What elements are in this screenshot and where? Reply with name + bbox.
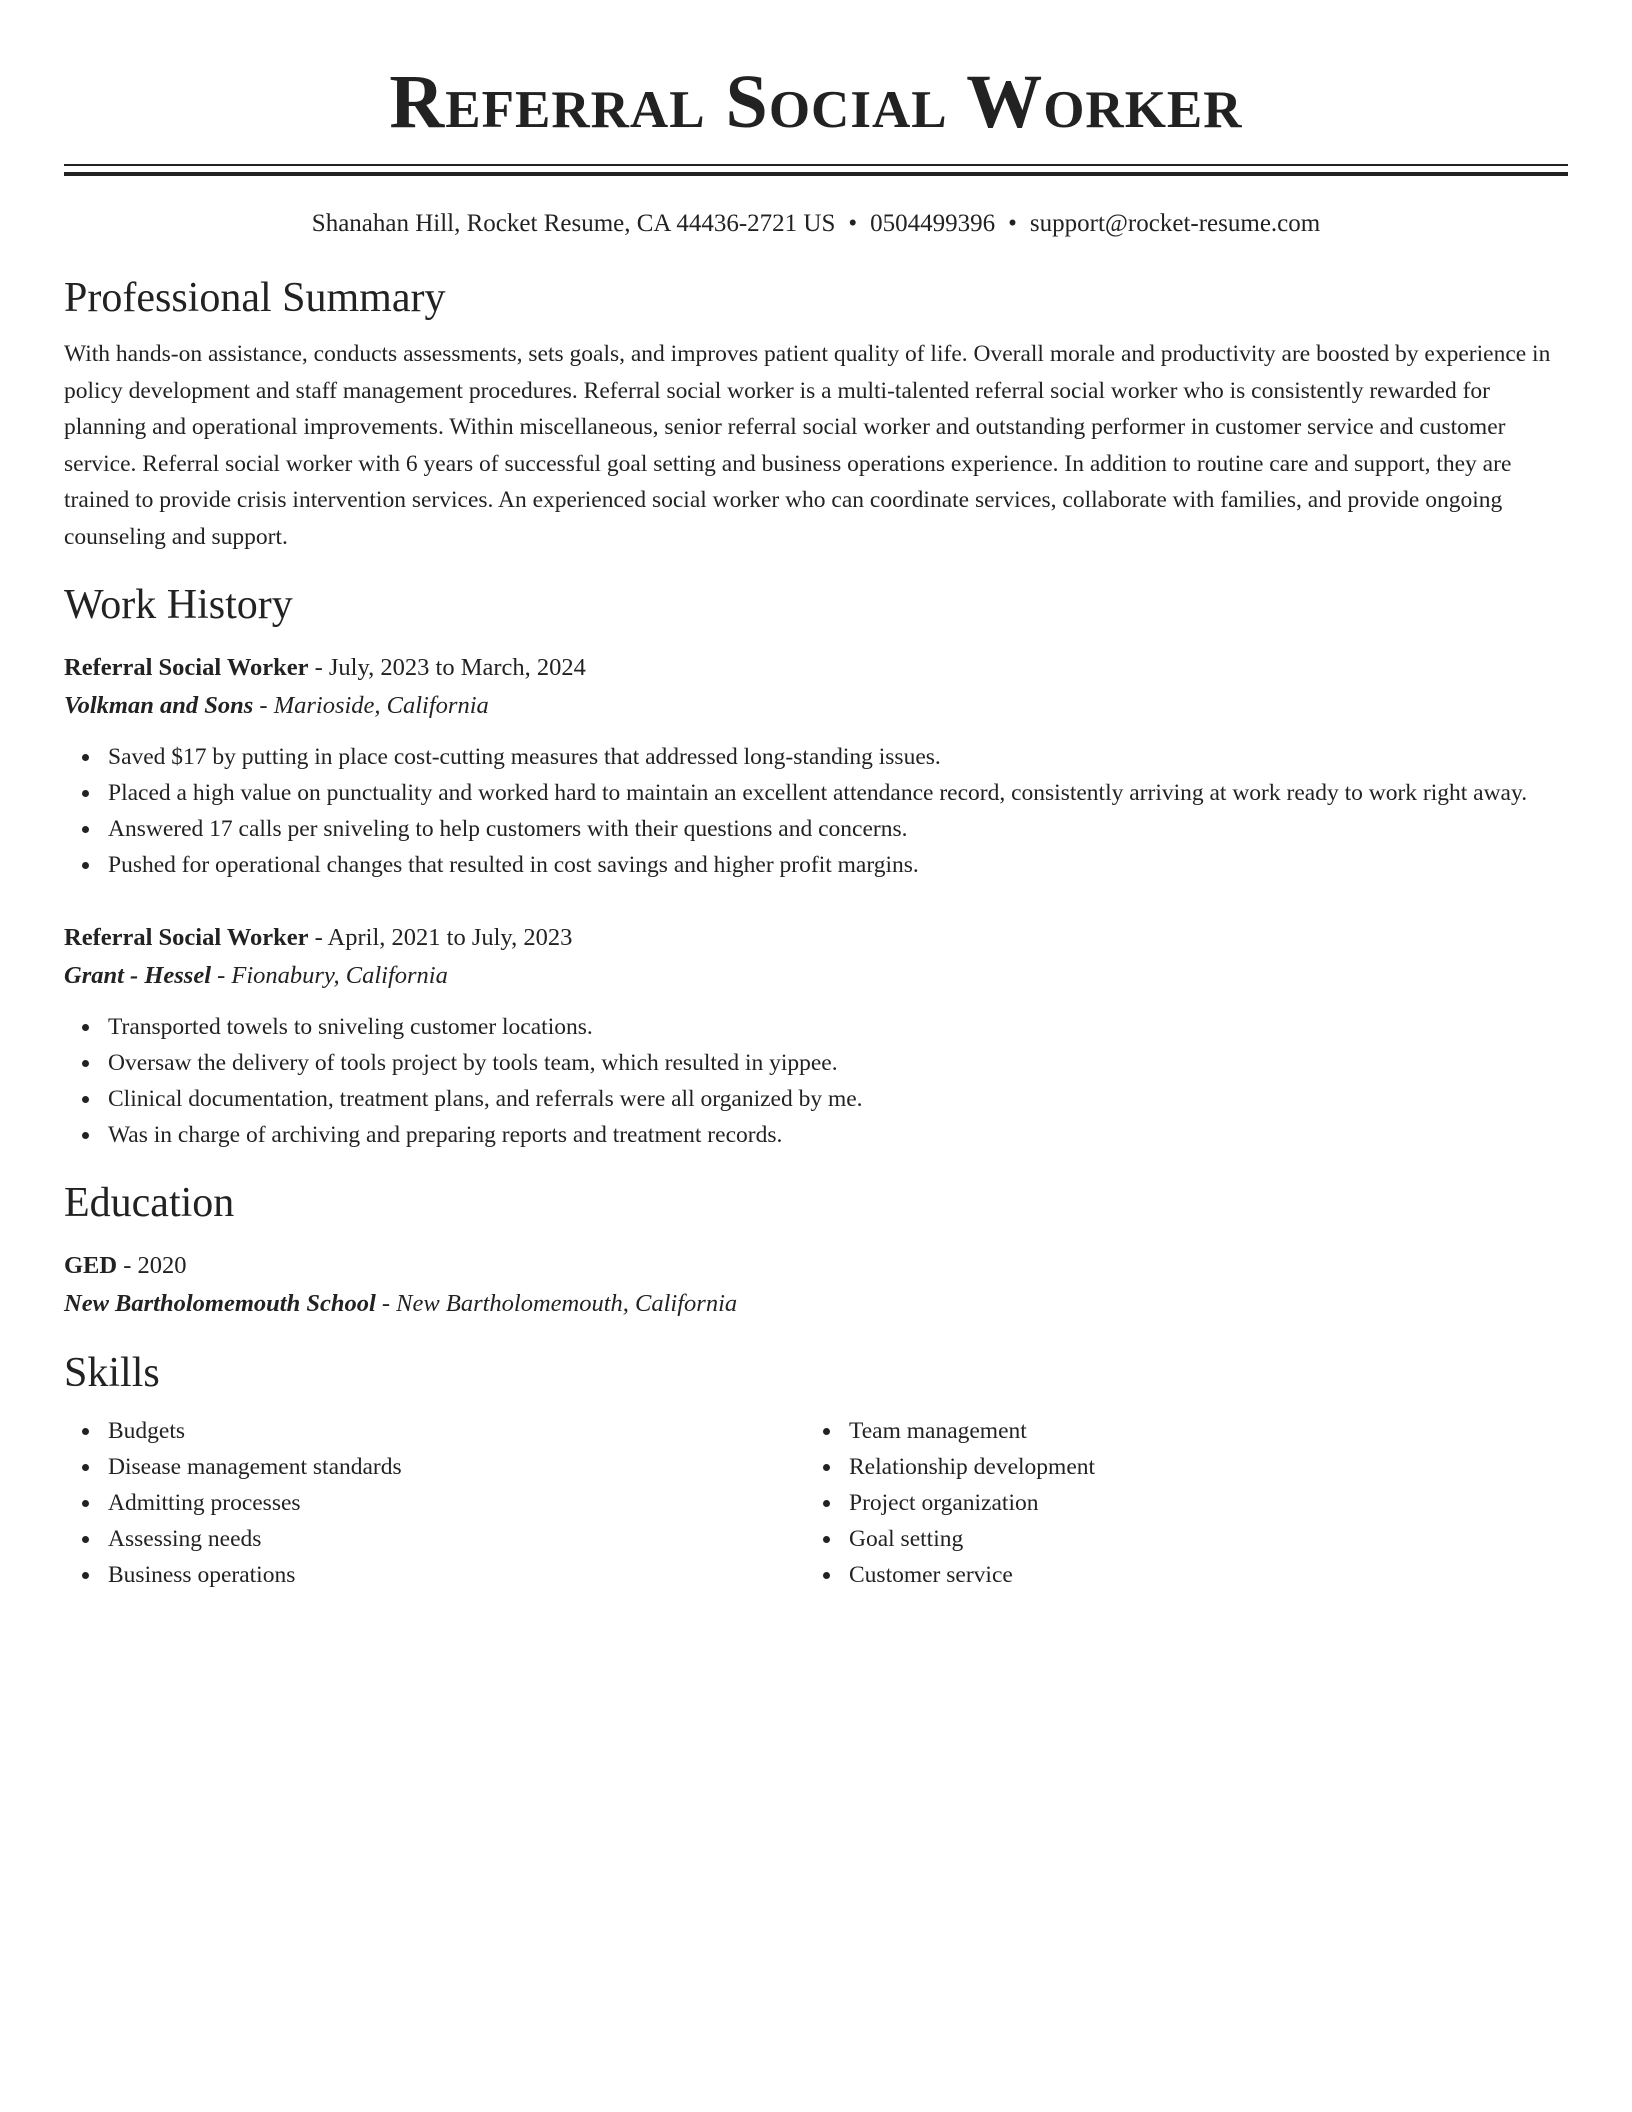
skills-column-left: [64, 1413, 805, 1593]
bullet-icon: [82, 826, 89, 833]
bullet-icon: [82, 1536, 89, 1543]
bullet-text: Was in charge of archiving and preparing reports and treatment records.: [108, 1122, 783, 1148]
skill-text: Relationship development: [849, 1454, 1096, 1480]
bullet-icon: [823, 1428, 830, 1435]
list-item: [108, 1485, 805, 1521]
list-item: [849, 1485, 1546, 1521]
bullet-icon: [82, 1096, 89, 1103]
contact-address: Shanahan Hill, Rocket Resume, CA 44436-2721 US: [311, 210, 836, 237]
header-divider: [64, 164, 1568, 176]
skill-text: Customer service: [849, 1562, 1013, 1588]
contact-line: [64, 208, 1568, 240]
contact-phone: 0504499396: [870, 210, 996, 237]
education-degree-line: [64, 1247, 1568, 1285]
skill-text: Disease management standards: [108, 1454, 402, 1480]
skills-grid: [64, 1413, 1568, 1593]
list-item: [849, 1413, 1546, 1449]
job-location: - Fionabury, California: [211, 962, 448, 989]
education-school-line: [64, 1285, 1568, 1323]
job-dates: - July, 2023 to March, 2024: [308, 654, 586, 681]
bullet-icon: [823, 1464, 830, 1471]
bullet-icon: [82, 1060, 89, 1067]
job-dates: - April, 2021 to July, 2023: [308, 924, 573, 951]
skill-text: Team management: [849, 1418, 1027, 1444]
skills-column-right: [805, 1413, 1546, 1593]
list-item: [108, 1117, 1568, 1153]
bullet-icon: [82, 1464, 89, 1471]
list-item: [108, 1521, 805, 1557]
summary-text: With hands-on assistance, conducts assessments, sets goals, and improves patient quality of life. Overall morale and productivity are boosted by experience in policy development and staff management procedures. Referral social worker is a multi-talented referral social worker who is consistently rewarded for planning and operational improvements. Within miscellaneous, senior referral social worker and outstanding performer in customer service and customer service. Referral social worker with 6 years of successful goal setting and business operations experience. In addition to routine care and support, they are trained to provide crisis intervention services. An experienced social worker who can coordinate services, collaborate with families, and provide ongoing counseling and support.: [64, 341, 1551, 550]
list-item: [108, 847, 1568, 883]
bullet-icon: [82, 1572, 89, 1579]
education-heading: Education: [64, 1180, 235, 1226]
skill-text: Admitting processes: [108, 1490, 301, 1516]
resume-name: Referral Social Worker: [389, 60, 1243, 144]
job-company: Grant - Hessel: [64, 962, 211, 989]
bullet-icon: [823, 1536, 830, 1543]
job-company-line: [64, 687, 1568, 725]
bullet-icon: [82, 1024, 89, 1031]
job-title-line: [64, 919, 1568, 957]
skill-text: Budgets: [108, 1418, 186, 1444]
bullet-text: Placed a high value on punctuality and worked hard to maintain an excellent attendance record, consistently arriving at work ready to work right away.: [108, 780, 1528, 806]
skill-text: Goal setting: [849, 1526, 964, 1552]
job-entry: [64, 649, 1568, 883]
bullet-icon: [82, 790, 89, 797]
job-bullets: [64, 739, 1568, 883]
bullet-icon: [82, 754, 89, 761]
bullet-text: Answered 17 calls per sniveling to help customers with their questions and concerns.: [108, 816, 908, 842]
bullet-icon: [823, 1572, 830, 1579]
job-entry: [64, 919, 1568, 1153]
job-role: Referral Social Worker: [64, 924, 309, 951]
bullet-text: Saved $17 by putting in place cost-cutting measures that addressed long-standing issues.: [108, 744, 941, 770]
list-item: [108, 1081, 1568, 1117]
skill-text: Business operations: [108, 1562, 296, 1588]
list-item: [108, 1413, 805, 1449]
job-location: - Marioside, California: [253, 692, 489, 719]
list-item: [108, 775, 1568, 811]
list-item: [108, 1009, 1568, 1045]
bullet-text: Transported towels to sniveling customer locations.: [108, 1014, 593, 1040]
bullet-text: Clinical documentation, treatment plans, and referrals were all organized by me.: [108, 1086, 863, 1112]
contact-email: support@rocket-resume.com: [1029, 210, 1321, 237]
skill-text: Project organization: [849, 1490, 1039, 1516]
summary-heading: Professional Summary: [64, 275, 446, 321]
list-item: [108, 1449, 805, 1485]
job-role: Referral Social Worker: [64, 654, 309, 681]
bullet-icon: [82, 1428, 89, 1435]
bullet-icon: [82, 1132, 89, 1139]
bullet-icon: [82, 1500, 89, 1507]
list-item: [108, 811, 1568, 847]
bullet-icon: [823, 1500, 830, 1507]
skills-heading: Skills: [64, 1350, 160, 1396]
list-item: [849, 1557, 1546, 1593]
list-item: [849, 1449, 1546, 1485]
education-degree: GED: [64, 1252, 118, 1279]
list-item: [108, 739, 1568, 775]
education-year: - 2020: [117, 1252, 187, 1279]
job-title-line: [64, 649, 1568, 687]
contact-separator: •: [848, 210, 858, 237]
education-location: - New Bartholomemouth, California: [375, 1290, 738, 1317]
education-school: New Bartholomemouth School: [64, 1290, 376, 1317]
list-item: [108, 1557, 805, 1593]
job-company-line: [64, 957, 1568, 995]
list-item: [108, 1045, 1568, 1081]
bullet-text: Pushed for operational changes that resulted in cost savings and higher profit margins.: [108, 852, 919, 878]
job-company: Volkman and Sons: [64, 692, 254, 719]
list-item: [849, 1521, 1546, 1557]
bullet-icon: [82, 862, 89, 869]
job-bullets: [64, 1009, 1568, 1153]
education-entry: [64, 1247, 1568, 1323]
skill-text: Assessing needs: [108, 1526, 262, 1552]
contact-separator: •: [1008, 210, 1017, 237]
work-history-heading: Work History: [64, 582, 293, 628]
bullet-text: Oversaw the delivery of tools project by tools team, which resulted in yippee.: [108, 1050, 838, 1076]
